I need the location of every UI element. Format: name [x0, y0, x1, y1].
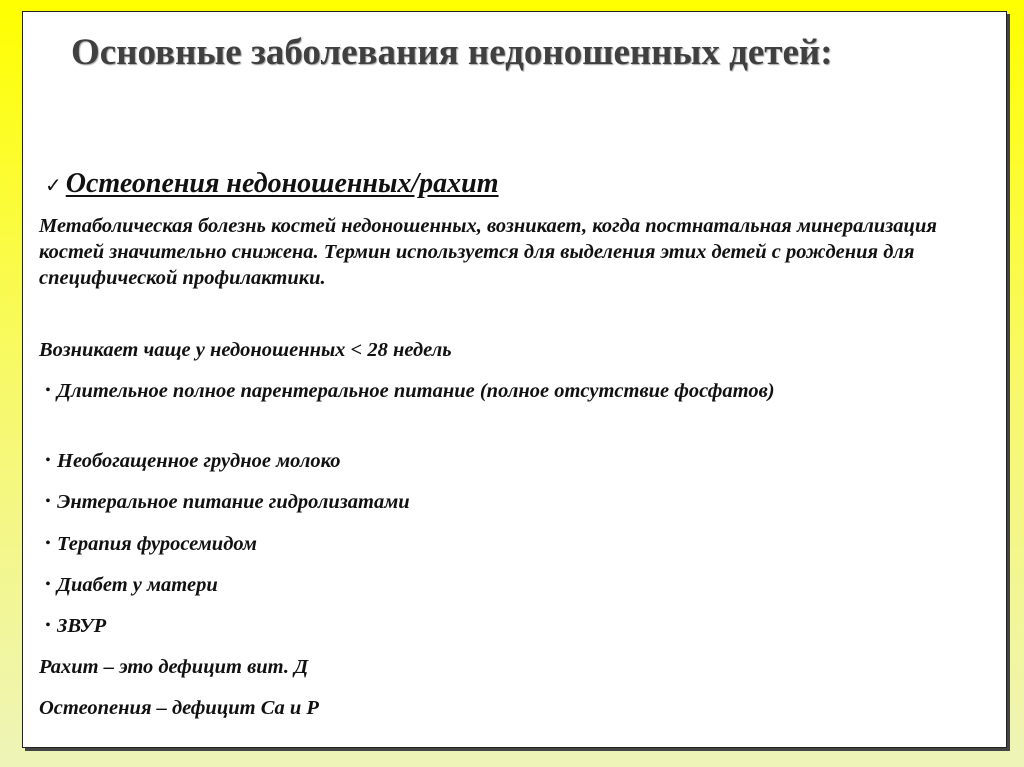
- bullet-icon: •: [45, 536, 51, 551]
- list-item-text: Необогащенное грудное молоко: [57, 450, 341, 472]
- slide-title: Основные заболевания недоношенных детей:: [71, 32, 833, 73]
- check-icon: ✓: [45, 173, 62, 197]
- bullet-icon: •: [45, 453, 51, 468]
- list-item-text: Диабет у матери: [57, 574, 218, 596]
- list-item-text: Энтеральное питание гидролизатами: [57, 491, 410, 513]
- bullet-icon: •: [45, 577, 51, 592]
- bullet-icon: •: [45, 618, 51, 633]
- rickets-note: Рахит – это дефицит вит. Д: [39, 656, 309, 678]
- bullet-icon: •: [45, 383, 51, 398]
- subtitle-row: [45, 167, 499, 202]
- list-item: [39, 613, 994, 639]
- list-item-text: ЗВУР: [57, 615, 107, 637]
- list-item: [39, 378, 994, 404]
- definition-text: Метаболическая болезнь костей недоношенных, возникает, когда постнатальная минерализация костей значительно снижена. Термин используется для выделения этих детей с рождения для специфической профилактики.: [39, 215, 937, 289]
- list-item: [39, 489, 994, 515]
- list-item: [39, 531, 994, 557]
- list-item: [39, 572, 994, 598]
- list-item-text: Терапия фуросемидом: [57, 533, 257, 555]
- slide-panel: [22, 11, 1007, 748]
- list-item: [39, 448, 994, 474]
- osteopenia-note: Остеопения – дефицит Са и Р: [39, 697, 319, 719]
- bullet-icon: •: [45, 494, 51, 509]
- occurs-text: Возникает чаще у недоношенных < 28 недель: [39, 339, 452, 361]
- list-item-text: Длительное полное парентеральное питание (полное отсутствие фосфатов): [57, 380, 775, 402]
- subtitle: Остеопения недоношенных/рахит: [65, 168, 499, 199]
